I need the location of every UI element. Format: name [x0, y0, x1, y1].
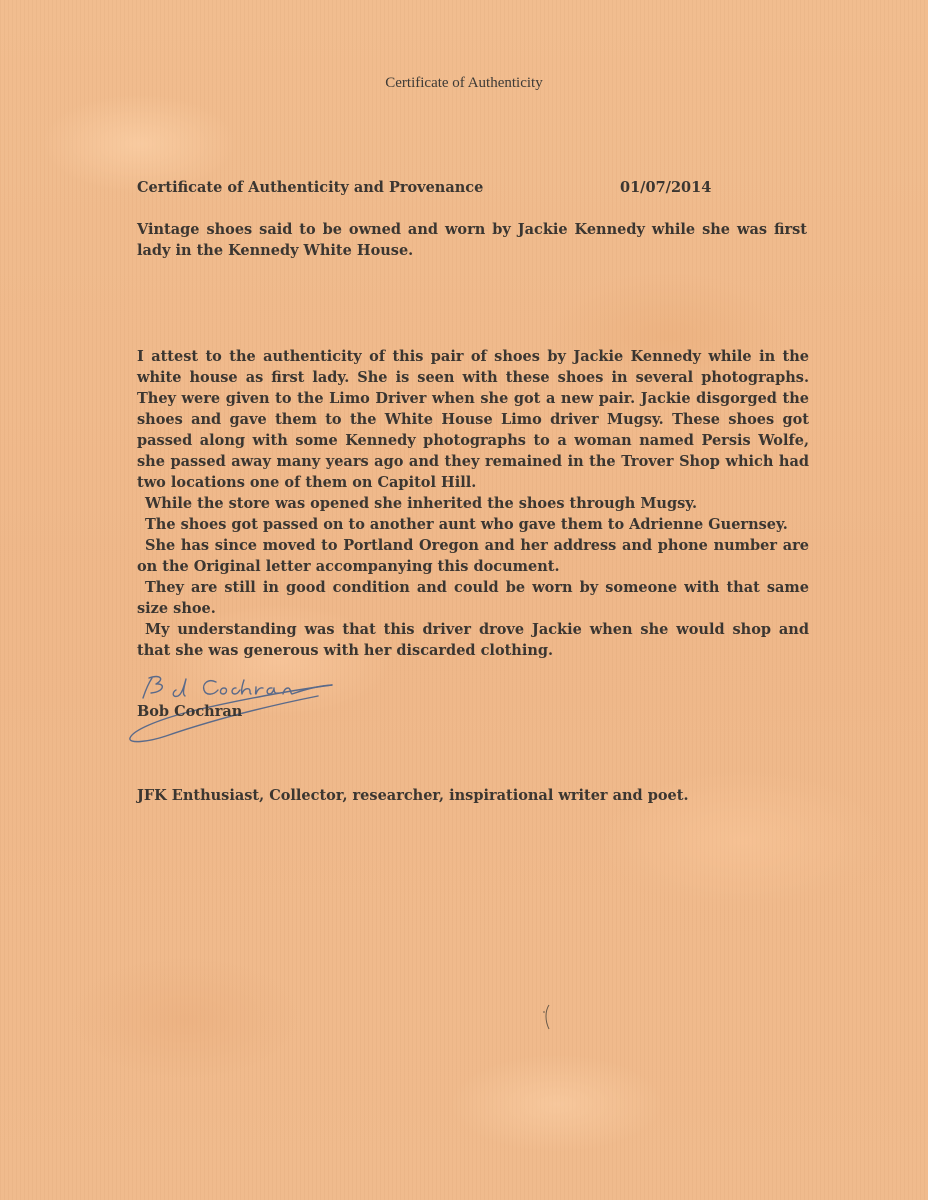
page-heading: Certificate of Authenticity [385, 75, 543, 91]
attestation-paragraph: She has since moved to Portland Oregon and her address and phone number are on the Original letter accompanying this document. [137, 537, 809, 575]
attestation-paragraph: They are still in good condition and could be worn by someone with that same size shoe. [137, 579, 809, 617]
signer-credentials: JFK Enthusiast, Collector, researcher, inspirational writer and poet. [137, 787, 689, 804]
attestation-body [137, 346, 809, 661]
certificate-date: 01/07/2014 [620, 179, 712, 196]
certificate-title: Certificate of Authenticity and Provenance [137, 179, 484, 196]
attestation-paragraph: While the store was opened she inherited the shoes through Mugsy. [145, 495, 698, 512]
attestation-paragraph: The shoes got passed on to another aunt who gave them to Adrienne Guernsey. [145, 516, 788, 533]
attestation-paragraph: I attest to the authenticity of this pair of shoes by Jackie Kennedy while in the white house as first lady. She is seen with these shoes in several photographs. They were given to the Limo Driver when she got a new pair. Jackie disgorged the shoes and gave them to the White House Limo driver Mugsy. These shoes got passed along with some Kennedy photographs to a woman named Persis Wolfe, she passed away many years ago and they remained in the Trover Shop which had two locations one of them on Capitol Hill. [137, 348, 809, 491]
signer-name: Bob Cochran [137, 703, 243, 720]
paper-fiber-mark [540, 1003, 554, 1031]
item-description: Vintage shoes said to be owned and worn by Jackie Kennedy while she was first lady in the Kennedy White House. [137, 221, 807, 259]
attestation-paragraph: My understanding was that this driver drove Jackie when she would shop and that she was generous with her discarded clothing. [137, 621, 809, 659]
